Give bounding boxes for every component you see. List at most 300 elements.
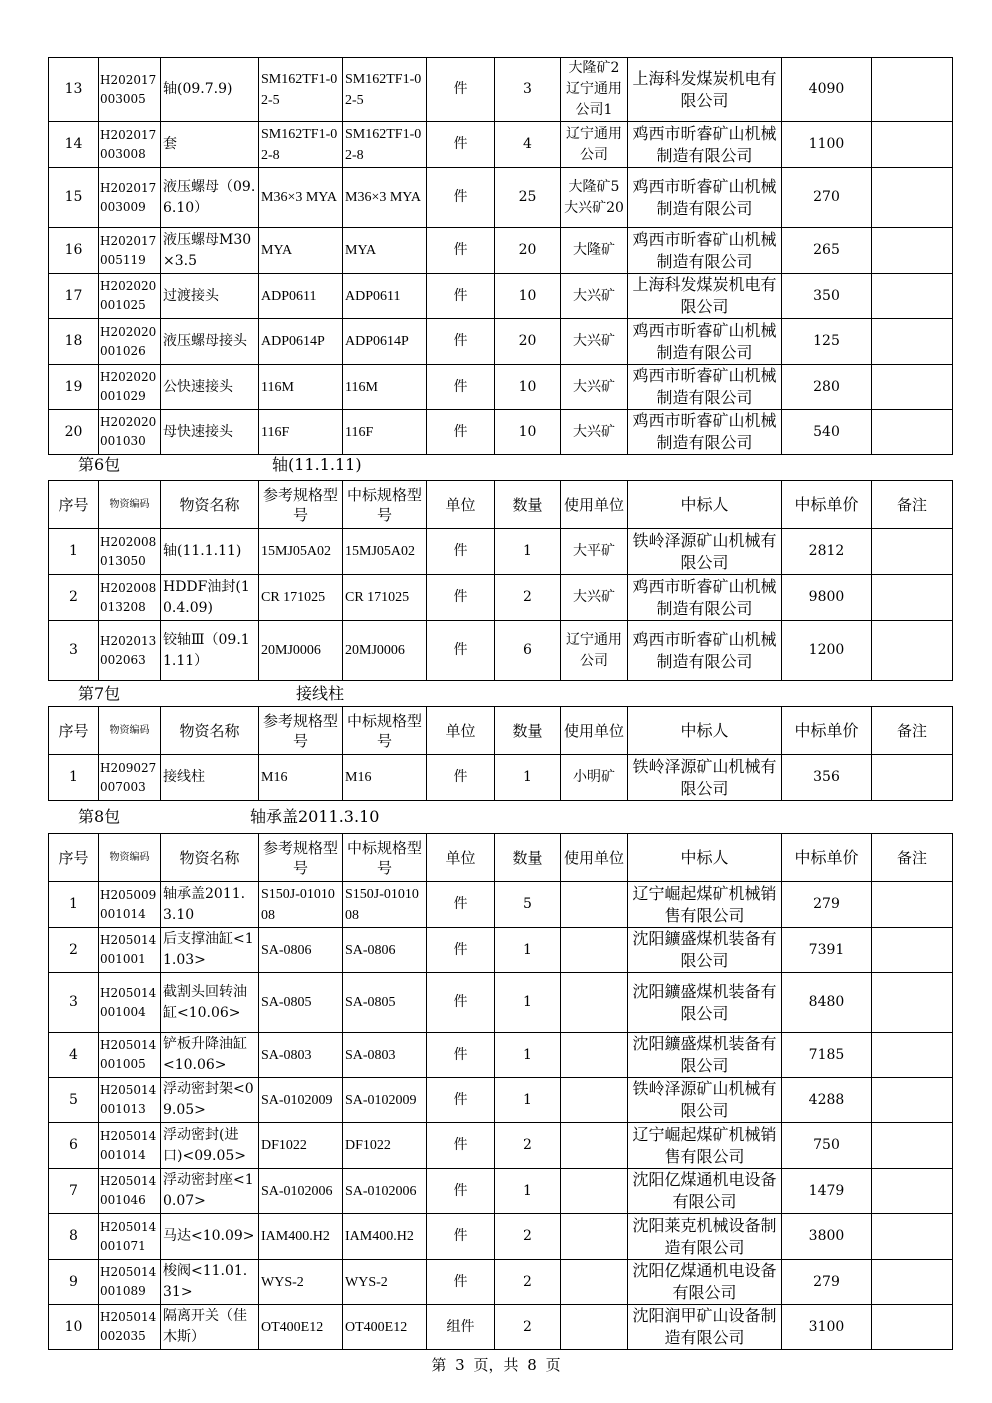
cell-no: 14 — [49, 122, 99, 168]
cell-ref: 116F — [259, 410, 343, 455]
cell-name: 马达<10.09> — [161, 1214, 259, 1260]
cell-win-spec: 15MJ05A02 — [343, 529, 427, 575]
cell-qty: 5 — [495, 882, 561, 928]
cell-winner: 鸡西市昕睿矿山机械制造有限公司 — [628, 319, 782, 365]
header-name: 物资名称 — [161, 707, 259, 755]
cell-win-spec: ADP0611 — [343, 274, 427, 319]
cell-code: H202017 003009 — [99, 168, 161, 228]
cell-user — [561, 882, 628, 928]
cell-note — [872, 1169, 953, 1214]
table-row — [49, 274, 953, 319]
page-number: 3 — [455, 1356, 465, 1374]
cell-win-spec: OT400E12 — [343, 1305, 427, 1350]
cell-unit: 件 — [427, 58, 495, 122]
cell-ref: CR 171025 — [259, 575, 343, 621]
cell-qty: 1 — [495, 1033, 561, 1078]
table-row — [49, 928, 953, 973]
cell-unit: 件 — [427, 529, 495, 575]
cell-name: 梭阀<11.01.31> — [161, 1260, 259, 1305]
cell-price: 279 — [782, 1260, 872, 1305]
cell-unit: 件 — [427, 1078, 495, 1123]
cell-note — [872, 1033, 953, 1078]
cell-ref: M36×3 MYA — [259, 168, 343, 228]
cell-code: H205014 001014 — [99, 1123, 161, 1169]
page-mid: 页，共 — [473, 1356, 519, 1374]
header-price: 中标单价 — [782, 834, 872, 882]
cell-code: H205009 001014 — [99, 882, 161, 928]
cell-price: 7185 — [782, 1033, 872, 1078]
cell-name: 后支撑油缸<11.03> — [161, 928, 259, 973]
cell-ref: SM162TF1-02-5 — [259, 58, 343, 122]
cell-winner: 鸡西市昕睿矿山机械制造有限公司 — [628, 228, 782, 274]
cell-code: H205014 001071 — [99, 1214, 161, 1260]
cell-winner: 辽宁崛起煤矿机械销售有限公司 — [628, 882, 782, 928]
cell-winner: 铁岭泽源矿山机械有限公司 — [628, 1078, 782, 1123]
cell-code: H202008 013208 — [99, 575, 161, 621]
cell-winner: 鸡西市昕睿矿山机械制造有限公司 — [628, 621, 782, 681]
cell-win-spec: MYA — [343, 228, 427, 274]
cell-price: 279 — [782, 882, 872, 928]
cell-user — [561, 928, 628, 973]
cell-name: 截割头回转油缸<10.06> — [161, 973, 259, 1033]
cell-code: H205014 001005 — [99, 1033, 161, 1078]
table-row — [49, 973, 953, 1033]
cell-win-spec: S150J-0101008 — [343, 882, 427, 928]
table-row — [49, 1169, 953, 1214]
cell-note — [872, 319, 953, 365]
table-package-5-continued — [48, 57, 953, 455]
header-row — [49, 481, 953, 529]
cell-user — [561, 973, 628, 1033]
cell-no: 6 — [49, 1123, 99, 1169]
cell-win-spec: SM162TF1-02-5 — [343, 58, 427, 122]
cell-price: 1100 — [782, 122, 872, 168]
header-note: 备注 — [872, 834, 953, 882]
cell-ref: ADP0611 — [259, 274, 343, 319]
cell-unit: 件 — [427, 1214, 495, 1260]
cell-price: 9800 — [782, 575, 872, 621]
cell-user: 小明矿 — [561, 755, 628, 801]
cell-winner: 鸡西市昕睿矿山机械制造有限公司 — [628, 168, 782, 228]
cell-name: 浮动密封座<10.07> — [161, 1169, 259, 1214]
cell-name: 浮动密封(进口)<09.05> — [161, 1123, 259, 1169]
table-package-8 — [48, 833, 953, 1350]
cell-win-spec: 116M — [343, 365, 427, 410]
cell-code: H205014 002035 — [99, 1305, 161, 1350]
cell-unit: 件 — [427, 1260, 495, 1305]
cell-note — [872, 973, 953, 1033]
cell-ref: SA-0102006 — [259, 1169, 343, 1214]
table-row — [49, 228, 953, 274]
cell-no: 1 — [49, 529, 99, 575]
page-total: 8 — [527, 1356, 537, 1374]
header-note: 备注 — [872, 707, 953, 755]
table-row — [49, 168, 953, 228]
cell-qty: 2 — [495, 1214, 561, 1260]
cell-qty: 2 — [495, 1305, 561, 1350]
header-code: 物资编码 — [99, 834, 161, 882]
cell-ref: OT400E12 — [259, 1305, 343, 1350]
cell-win-spec: 116F — [343, 410, 427, 455]
cell-note — [872, 1123, 953, 1169]
package-6-title: 轴(11.1.11) — [272, 455, 362, 474]
table-row — [49, 575, 953, 621]
cell-name: 接线柱 — [161, 755, 259, 801]
cell-qty: 10 — [495, 274, 561, 319]
cell-qty: 1 — [495, 928, 561, 973]
cell-note — [872, 410, 953, 455]
cell-price: 280 — [782, 365, 872, 410]
cell-user — [561, 1123, 628, 1169]
table-row — [49, 410, 953, 455]
cell-winner: 鸡西市昕睿矿山机械制造有限公司 — [628, 410, 782, 455]
cell-qty: 2 — [495, 575, 561, 621]
cell-user: 大隆矿2 辽宁通用公司1 — [561, 58, 628, 122]
cell-note — [872, 928, 953, 973]
cell-win-spec: SA-0102009 — [343, 1078, 427, 1123]
cell-qty: 6 — [495, 621, 561, 681]
cell-price: 3100 — [782, 1305, 872, 1350]
cell-ref: SA-0805 — [259, 973, 343, 1033]
header-user: 使用单位 — [561, 707, 628, 755]
cell-name: 液压螺母（09.6.10） — [161, 168, 259, 228]
cell-unit: 件 — [427, 319, 495, 365]
cell-win-spec: SA-0803 — [343, 1033, 427, 1078]
cell-win-spec: DF1022 — [343, 1123, 427, 1169]
cell-qty: 10 — [495, 365, 561, 410]
cell-ref: SA-0803 — [259, 1033, 343, 1078]
cell-note — [872, 58, 953, 122]
cell-price: 350 — [782, 274, 872, 319]
cell-note — [872, 168, 953, 228]
cell-name: 铰轴Ⅲ（09.11.11） — [161, 621, 259, 681]
cell-note — [872, 1078, 953, 1123]
cell-qty: 25 — [495, 168, 561, 228]
cell-no: 10 — [49, 1305, 99, 1350]
cell-ref: MYA — [259, 228, 343, 274]
page-prefix: 第 — [431, 1356, 447, 1374]
cell-no: 1 — [49, 882, 99, 928]
cell-note — [872, 1260, 953, 1305]
cell-no: 13 — [49, 58, 99, 122]
cell-unit: 件 — [427, 122, 495, 168]
cell-win-spec: 20MJ0006 — [343, 621, 427, 681]
cell-user — [561, 1169, 628, 1214]
page-suffix: 页 — [545, 1356, 561, 1374]
cell-code: H205014 001001 — [99, 928, 161, 973]
cell-ref: 15MJ05A02 — [259, 529, 343, 575]
header-no: 序号 — [49, 481, 99, 529]
cell-unit: 件 — [427, 973, 495, 1033]
header-qty: 数量 — [495, 834, 561, 882]
cell-name: 公快速接头 — [161, 365, 259, 410]
cell-note — [872, 882, 953, 928]
cell-user: 大兴矿 — [561, 274, 628, 319]
table-row — [49, 1078, 953, 1123]
cell-ref: ADP0614P — [259, 319, 343, 365]
header-winner: 中标人 — [628, 834, 782, 882]
cell-unit: 件 — [427, 1033, 495, 1078]
cell-note — [872, 274, 953, 319]
cell-winner: 沈阳鑛盛煤机装备有限公司 — [628, 973, 782, 1033]
cell-price: 265 — [782, 228, 872, 274]
cell-user — [561, 1260, 628, 1305]
cell-qty: 3 — [495, 58, 561, 122]
cell-winner: 沈阳亿煤通机电设备有限公司 — [628, 1260, 782, 1305]
cell-price: 4288 — [782, 1078, 872, 1123]
cell-ref: 116M — [259, 365, 343, 410]
cell-winner: 沈阳亿煤通机电设备有限公司 — [628, 1169, 782, 1214]
cell-no: 2 — [49, 575, 99, 621]
cell-qty: 1 — [495, 1169, 561, 1214]
cell-code: H205014 001013 — [99, 1078, 161, 1123]
cell-code: H205014 001089 — [99, 1260, 161, 1305]
cell-qty: 2 — [495, 1123, 561, 1169]
cell-price: 750 — [782, 1123, 872, 1169]
package-7-title: 接线柱 — [296, 684, 345, 703]
cell-ref: DF1022 — [259, 1123, 343, 1169]
cell-name: 轴(09.7.9) — [161, 58, 259, 122]
cell-win-spec: IAM400.H2 — [343, 1214, 427, 1260]
cell-win-spec: SA-0102006 — [343, 1169, 427, 1214]
cell-price: 8480 — [782, 973, 872, 1033]
cell-ref: SA-0806 — [259, 928, 343, 973]
table-row — [49, 755, 953, 801]
cell-code: H202020 001026 — [99, 319, 161, 365]
cell-unit: 件 — [427, 1123, 495, 1169]
cell-win-spec: SA-0806 — [343, 928, 427, 973]
cell-win-spec: CR 171025 — [343, 575, 427, 621]
table-row — [49, 529, 953, 575]
header-winner: 中标人 — [628, 707, 782, 755]
cell-code: H202020 001029 — [99, 365, 161, 410]
cell-winner: 铁岭泽源矿山机械有限公司 — [628, 755, 782, 801]
header-code: 物资编码 — [99, 707, 161, 755]
header-winner: 中标人 — [628, 481, 782, 529]
cell-user: 大隆矿 — [561, 228, 628, 274]
cell-winner: 铁岭泽源矿山机械有限公司 — [628, 529, 782, 575]
cell-price: 540 — [782, 410, 872, 455]
package-8-label: 第8包 — [78, 807, 121, 826]
cell-unit: 件 — [427, 1169, 495, 1214]
header-code: 物资编码 — [99, 481, 161, 529]
cell-winner: 沈阳鑛盛煤机装备有限公司 — [628, 1033, 782, 1078]
table-row — [49, 365, 953, 410]
cell-price: 356 — [782, 755, 872, 801]
cell-no: 18 — [49, 319, 99, 365]
header-user: 使用单位 — [561, 834, 628, 882]
cell-no: 19 — [49, 365, 99, 410]
cell-ref: SA-0102009 — [259, 1078, 343, 1123]
cell-note — [872, 365, 953, 410]
package-8-title: 轴承盖2011.3.10 — [250, 807, 380, 826]
table-row — [49, 1305, 953, 1350]
cell-name: 铲板升降油缸<10.06> — [161, 1033, 259, 1078]
cell-name: 母快速接头 — [161, 410, 259, 455]
header-row — [49, 834, 953, 882]
cell-unit: 件 — [427, 755, 495, 801]
cell-ref: SM162TF1-02-8 — [259, 122, 343, 168]
cell-name: 隔离开关（佳木斯） — [161, 1305, 259, 1350]
cell-winner: 沈阳润甲矿山设备制造有限公司 — [628, 1305, 782, 1350]
cell-unit: 件 — [427, 928, 495, 973]
cell-code: H202020 001030 — [99, 410, 161, 455]
header-price: 中标单价 — [782, 481, 872, 529]
cell-code: H202013 002063 — [99, 621, 161, 681]
cell-user: 大平矿 — [561, 529, 628, 575]
cell-qty: 10 — [495, 410, 561, 455]
cell-user: 大兴矿 — [561, 365, 628, 410]
header-ref: 参考规格型号 — [259, 481, 343, 529]
cell-code: H202008 013050 — [99, 529, 161, 575]
cell-unit: 件 — [427, 575, 495, 621]
cell-win-spec: WYS-2 — [343, 1260, 427, 1305]
cell-name: HDDF油封(10.4.09) — [161, 575, 259, 621]
cell-no: 7 — [49, 1169, 99, 1214]
cell-code: H202017 005119 — [99, 228, 161, 274]
cell-note — [872, 621, 953, 681]
cell-unit: 件 — [427, 882, 495, 928]
cell-user — [561, 1033, 628, 1078]
header-price: 中标单价 — [782, 707, 872, 755]
cell-no: 16 — [49, 228, 99, 274]
table-row — [49, 1123, 953, 1169]
header-ref: 参考规格型号 — [259, 834, 343, 882]
cell-user — [561, 1078, 628, 1123]
cell-win-spec: M36×3 MYA — [343, 168, 427, 228]
package-6-label: 第6包 — [78, 455, 121, 474]
table-row — [49, 122, 953, 168]
cell-winner: 鸡西市昕睿矿山机械制造有限公司 — [628, 575, 782, 621]
cell-user: 辽宁通用公司 — [561, 122, 628, 168]
cell-winner: 鸡西市昕睿矿山机械制造有限公司 — [628, 122, 782, 168]
cell-unit: 件 — [427, 274, 495, 319]
cell-name: 浮动密封架<09.05> — [161, 1078, 259, 1123]
cell-user — [561, 1214, 628, 1260]
table-row — [49, 1260, 953, 1305]
cell-no: 4 — [49, 1033, 99, 1078]
header-unit: 单位 — [427, 707, 495, 755]
cell-qty: 4 — [495, 122, 561, 168]
header-name: 物资名称 — [161, 481, 259, 529]
cell-qty: 1 — [495, 755, 561, 801]
table-row — [49, 621, 953, 681]
header-unit: 单位 — [427, 834, 495, 882]
cell-unit: 件 — [427, 365, 495, 410]
header-row — [49, 707, 953, 755]
header-note: 备注 — [872, 481, 953, 529]
cell-price: 1479 — [782, 1169, 872, 1214]
cell-code: H202017 003008 — [99, 122, 161, 168]
header-no: 序号 — [49, 707, 99, 755]
cell-no: 8 — [49, 1214, 99, 1260]
cell-user: 大兴矿 — [561, 410, 628, 455]
cell-note — [872, 228, 953, 274]
cell-qty: 1 — [495, 973, 561, 1033]
cell-note — [872, 755, 953, 801]
cell-no: 3 — [49, 973, 99, 1033]
cell-qty: 1 — [495, 529, 561, 575]
cell-winner: 沈阳莱克机械设备制造有限公司 — [628, 1214, 782, 1260]
cell-no: 17 — [49, 274, 99, 319]
cell-name: 轴承盖2011.3.10 — [161, 882, 259, 928]
cell-winner: 辽宁崛起煤矿机械销售有限公司 — [628, 1123, 782, 1169]
cell-no: 2 — [49, 928, 99, 973]
cell-price: 1200 — [782, 621, 872, 681]
header-qty: 数量 — [495, 707, 561, 755]
cell-name: 过渡接头 — [161, 274, 259, 319]
cell-note — [872, 529, 953, 575]
cell-user: 大兴矿 — [561, 319, 628, 365]
cell-winner: 上海科发煤炭机电有限公司 — [628, 274, 782, 319]
header-win-spec: 中标规格型号 — [343, 707, 427, 755]
cell-unit: 件 — [427, 621, 495, 681]
cell-no: 1 — [49, 755, 99, 801]
cell-win-spec: M16 — [343, 755, 427, 801]
cell-winner: 沈阳鑛盛煤机装备有限公司 — [628, 928, 782, 973]
table-package-6 — [48, 480, 953, 681]
cell-qty: 20 — [495, 228, 561, 274]
header-ref: 参考规格型号 — [259, 707, 343, 755]
cell-name: 液压螺母M30×3.5 — [161, 228, 259, 274]
cell-note — [872, 122, 953, 168]
cell-win-spec: SA-0805 — [343, 973, 427, 1033]
cell-unit: 组件 — [427, 1305, 495, 1350]
cell-winner: 鸡西市昕睿矿山机械制造有限公司 — [628, 365, 782, 410]
cell-ref: S150J-0101008 — [259, 882, 343, 928]
cell-user — [561, 1305, 628, 1350]
cell-note — [872, 575, 953, 621]
cell-user: 大隆矿5 大兴矿20 — [561, 168, 628, 228]
cell-code: H205014 001046 — [99, 1169, 161, 1214]
cell-price: 270 — [782, 168, 872, 228]
cell-name: 液压螺母接头 — [161, 319, 259, 365]
table-row — [49, 1033, 953, 1078]
cell-win-spec: ADP0614P — [343, 319, 427, 365]
cell-qty: 1 — [495, 1078, 561, 1123]
header-no: 序号 — [49, 834, 99, 882]
table-row — [49, 58, 953, 122]
cell-no: 9 — [49, 1260, 99, 1305]
cell-no: 3 — [49, 621, 99, 681]
cell-ref: 20MJ0006 — [259, 621, 343, 681]
header-unit: 单位 — [427, 481, 495, 529]
cell-code: H202020 001025 — [99, 274, 161, 319]
header-win-spec: 中标规格型号 — [343, 481, 427, 529]
cell-price: 125 — [782, 319, 872, 365]
cell-unit: 件 — [427, 228, 495, 274]
cell-note — [872, 1305, 953, 1350]
header-name: 物资名称 — [161, 834, 259, 882]
cell-no: 15 — [49, 168, 99, 228]
cell-unit: 件 — [427, 168, 495, 228]
package-7-label: 第7包 — [78, 684, 121, 703]
cell-code: H205014 001004 — [99, 973, 161, 1033]
page-footer — [0, 1354, 992, 1375]
cell-user: 大兴矿 — [561, 575, 628, 621]
cell-win-spec: SM162TF1-02-8 — [343, 122, 427, 168]
cell-no: 5 — [49, 1078, 99, 1123]
cell-no: 20 — [49, 410, 99, 455]
header-qty: 数量 — [495, 481, 561, 529]
cell-qty: 20 — [495, 319, 561, 365]
cell-name: 套 — [161, 122, 259, 168]
cell-note — [872, 1214, 953, 1260]
cell-ref: IAM400.H2 — [259, 1214, 343, 1260]
table-package-7 — [48, 706, 953, 801]
cell-ref: M16 — [259, 755, 343, 801]
cell-code: H202017 003005 — [99, 58, 161, 122]
